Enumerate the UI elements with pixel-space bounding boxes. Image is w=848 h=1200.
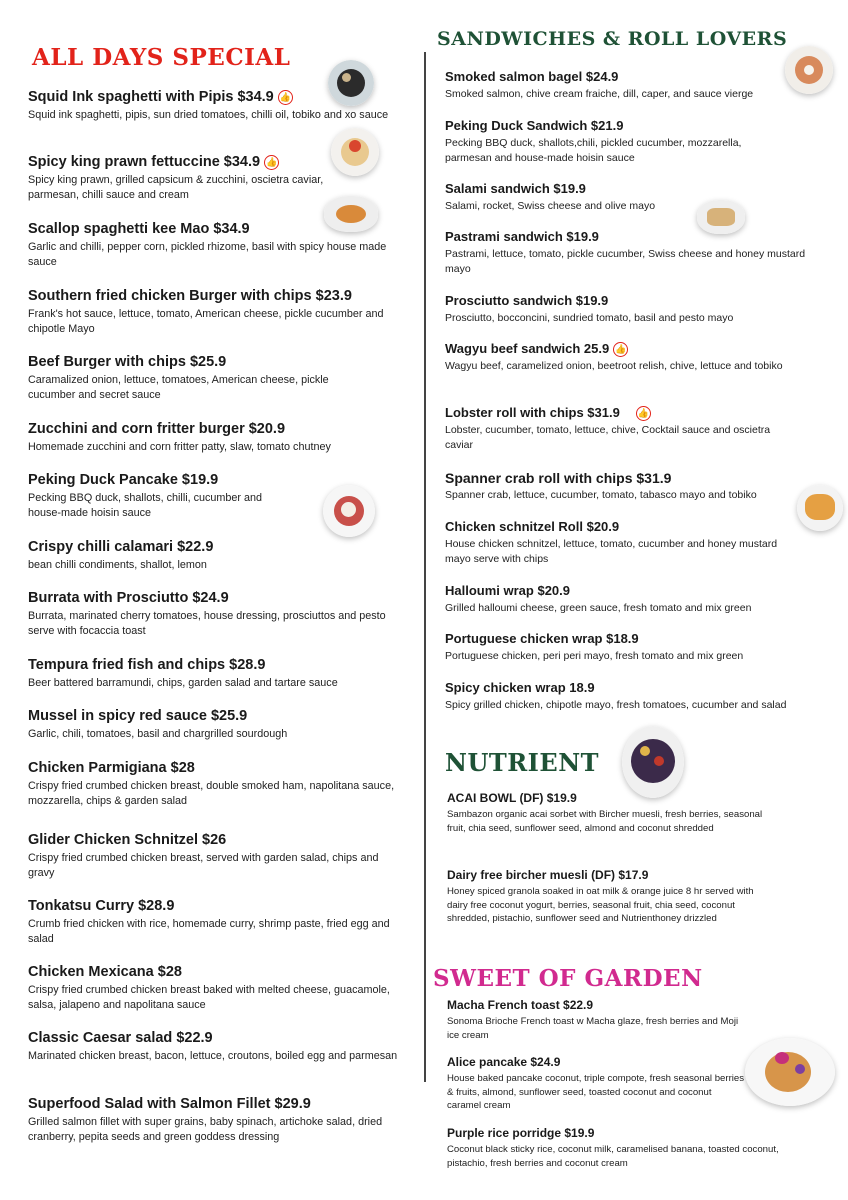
item-name: Scallop spaghetti kee Mao $34.9 xyxy=(28,221,250,237)
item-name: Zucchini and corn fritter burger $20.9 xyxy=(28,421,286,437)
item-description: Salami, rocket, Swiss cheese and olive mayo xyxy=(445,200,656,212)
item-description: Pecking BBQ duck, shallots, chilli, cucumber and house-made hoisin sauce xyxy=(28,492,263,519)
menu-item-southern-fried-burger xyxy=(28,287,403,337)
item-name: Tempura fried fish and chips $28.9 xyxy=(28,657,266,673)
item-description: Crispy fried crumbed chicken breast, double smoked ham, napolitana sauce, mozzarella, chips & garden salad xyxy=(28,780,395,807)
item-description: Wagyu beef, caramelized onion, beetroot relish, chive, lettuce and tobiko xyxy=(445,360,783,373)
thumbs-up-icon: 👍 xyxy=(264,155,279,170)
menu-item-beef-burger xyxy=(28,353,403,403)
item-name: Glider Chicken Schnitzel $26 xyxy=(28,832,227,848)
item-name: Tonkatsu Curry $28.9 xyxy=(28,898,175,914)
item-name: Chicken Parmigiana $28 xyxy=(28,760,195,776)
item-description: Portuguese chicken, peri peri mayo, fresh tomato and mix green xyxy=(445,650,744,662)
menu-item-salami-sandwich xyxy=(445,181,815,214)
menu-item-bircher-muesli xyxy=(447,868,817,926)
item-description: Honey spiced granola soaked in oat milk & orange juice 8 hr served with dairy free coconut yogurt, berries, seasonal fruit, chia seed, coconut shredded, pistachio, sunflower seed and Nutrienthoney drizzled xyxy=(447,886,754,924)
squid-ink-spaghetti-image xyxy=(328,60,374,106)
item-name: Mussel in spicy red sauce $25.9 xyxy=(28,708,248,724)
menu-item-macha-french-toast xyxy=(447,998,817,1042)
item-name: Beef Burger with chips $25.9 xyxy=(28,354,227,370)
item-name: Prosciutto sandwich $19.9 xyxy=(445,293,609,308)
menu-item-pastrami-sandwich xyxy=(445,229,815,276)
item-description: Beer battered barramundi, chips, garden salad and tartare sauce xyxy=(28,677,338,689)
item-name: Crispy chilli calamari $22.9 xyxy=(28,539,214,555)
item-description: Grilled halloumi cheese, green sauce, fresh tomato and mix green xyxy=(445,602,752,614)
acai-bowl-image xyxy=(622,726,684,798)
item-name: Alice pancake $24.9 xyxy=(447,1055,561,1069)
menu-item-mussel xyxy=(28,707,403,742)
item-name: Burrata with Prosciutto $24.9 xyxy=(28,590,229,606)
item-name: Macha French toast $22.9 xyxy=(447,998,594,1012)
item-description: Caramalized onion, lettuce, tomatoes, American cheese, pickle cucumber and secret sauce xyxy=(28,374,329,401)
menu-item-tonkatsu-curry xyxy=(28,897,403,947)
item-name: Spicy king prawn fettuccine $34.9 xyxy=(28,154,261,170)
menu-item-chicken-schnitzel-roll xyxy=(445,519,815,566)
item-name: Chicken schnitzel Roll $20.9 xyxy=(445,519,620,534)
item-name: Salami sandwich $19.9 xyxy=(445,181,586,196)
item-name: Southern fried chicken Burger with chips $23.9 xyxy=(28,288,352,304)
menu-item-portuguese-wrap xyxy=(445,631,815,664)
menu-item-acai-bowl xyxy=(447,791,817,835)
thumbs-up-icon: 👍 xyxy=(278,90,293,105)
item-description: Marinated chicken breast, bacon, lettuce, croutons, boiled egg and parmesan xyxy=(28,1050,398,1062)
item-name: Halloumi wrap $20.9 xyxy=(445,583,570,598)
item-description: Sonoma Brioche French toast w Macha glaze, fresh berries and Moji ice cream xyxy=(447,1016,739,1041)
menu-item-burrata xyxy=(28,589,403,639)
item-description: Homemade zucchini and corn fritter patty, slaw, tomato chutney xyxy=(28,441,331,453)
alice-pancake-image xyxy=(745,1038,835,1106)
item-description: Spanner crab, lettuce, cucumber, tomato, tabasco mayo and tobiko xyxy=(445,489,757,501)
item-name: Smoked salmon bagel $24.9 xyxy=(445,69,619,84)
item-name: Chicken Mexicana $28 xyxy=(28,964,182,980)
menu-item-calamari xyxy=(28,538,403,573)
item-name: Purple rice porridge $19.9 xyxy=(447,1126,595,1140)
king-prawn-fettuccine-image xyxy=(331,128,379,176)
menu-item-spicy-chicken-wrap xyxy=(445,680,815,713)
menu-item-chicken-parmigiana xyxy=(28,759,403,809)
item-description: Frank's hot sauce, lettuce, tomato, American cheese, pickle cucumber and chipotle Mayo xyxy=(28,308,384,335)
item-name: Dairy free bircher muesli (DF) $17.9 xyxy=(447,868,649,882)
thumbs-up-icon: 👍 xyxy=(613,342,628,357)
item-description: Garlic and chilli, pepper corn, pickled rhizome, basil with spicy house made sauce xyxy=(28,241,387,268)
item-description: Spicy king prawn, grilled capsicum & zucchini, oscietra caviar, parmesan, chilli sauce and cream xyxy=(28,174,324,201)
menu-item-zucchini-burger xyxy=(28,420,403,455)
item-name: Peking Duck Sandwich $21.9 xyxy=(445,118,624,133)
item-description: Grilled salmon fillet with super grains, baby spinach, artichoke salad, dried cranberry, pepita seeds and green goddess dressing xyxy=(28,1116,383,1143)
item-description: Prosciutto, bocconcini, sundried tomato, basil and pesto mayo xyxy=(445,312,734,324)
salmon-bagel-image xyxy=(785,46,833,94)
thumbs-up-icon: 👍 xyxy=(636,406,651,421)
scallop-spaghetti-image xyxy=(324,196,378,232)
section-title-nutrient: NUTRIENT xyxy=(445,748,599,777)
menu-item-wagyu-sandwich xyxy=(445,341,815,374)
item-description: Garlic, chili, tomatoes, basil and chargrilled sourdough xyxy=(28,728,288,740)
menu-item-superfood-salad xyxy=(28,1095,403,1145)
item-name: Peking Duck Pancake $19.9 xyxy=(28,472,219,488)
item-description: Pecking BBQ duck, shallots,chili, pickled cucumber, mozzarella, parmesan and house-made hoisin sauce xyxy=(445,137,742,164)
menu-item-chicken-mexicana xyxy=(28,963,403,1013)
item-description: Lobster, cucumber, tomato, lettuce, chive, Cocktail sauce and oscietra caviar xyxy=(445,424,771,451)
section-title-sweet-of-garden: SWEET OF GARDEN xyxy=(433,965,703,992)
item-name: Spanner crab roll with chips $31.9 xyxy=(445,470,672,486)
item-description: bean chilli condiments, shallot, lemon xyxy=(28,559,207,571)
item-description: Crispy fried crumbed chicken breast, served with garden salad, chips and gravy xyxy=(28,852,379,879)
menu-item-prosciutto-sandwich xyxy=(445,293,815,326)
item-name: Portuguese chicken wrap $18.9 xyxy=(445,631,639,646)
section-title-all-days-special: ALL DAYS SPECIAL xyxy=(32,44,291,71)
item-description: Sambazon organic acai sorbet with Bircher muesli, fresh berries, seasonal fruit, chia seed, sunflower seed, almond and coconut shredded xyxy=(447,809,763,834)
item-description: Pastrami, lettuce, tomato, pickle cucumber, Swiss cheese and honey mustard mayo xyxy=(445,248,806,275)
salami-sandwich-image xyxy=(697,200,745,234)
menu-item-salmon-bagel xyxy=(445,69,815,102)
item-description: Burrata, marinated cherry tomatoes, house dressing, prosciuttos and pesto serve with focaccia toast xyxy=(28,610,386,637)
menu-item-spanner-crab-roll xyxy=(445,470,815,503)
item-description: Crumb fried chicken with rice, homemade curry, shrimp paste, fried egg and salad xyxy=(28,918,390,945)
column-divider xyxy=(424,52,426,1082)
spanner-crab-roll-image xyxy=(797,485,843,531)
item-name: ACAI BOWL (DF) $19.9 xyxy=(447,791,577,805)
item-description: Squid ink spaghetti, pipis, sun dried tomatoes, chilli oil, tobiko and xo sauce xyxy=(28,109,389,121)
item-name: Spicy chicken wrap 18.9 xyxy=(445,680,595,695)
menu-item-glider-schnitzel xyxy=(28,831,403,881)
burrata-image xyxy=(323,485,375,537)
item-description: House chicken schnitzel, lettuce, tomato, cucumber and honey mustard mayo serve with chips xyxy=(445,538,778,565)
item-description: Smoked salmon, chive cream fraiche, dill, caper, and sauce vierge xyxy=(445,88,754,100)
item-description: House baked pancake coconut, triple compote, fresh seasonal berries & fruits, almond, sunflower seed, toasted coconut and coconut caramel cream xyxy=(447,1073,745,1111)
item-name: Pastrami sandwich $19.9 xyxy=(445,229,599,244)
menu-item-lobster-roll xyxy=(445,405,815,452)
item-name: Superfood Salad with Salmon Fillet $29.9 xyxy=(28,1096,311,1112)
item-name: Lobster roll with chips $31.9 xyxy=(445,405,620,420)
item-name: Wagyu beef sandwich 25.9 xyxy=(445,341,610,356)
item-description: Coconut black sticky rice, coconut milk, caramelised banana, toasted coconut, pistachio, fresh berries and coconut cream xyxy=(447,1144,779,1169)
menu-item-peking-duck-sandwich xyxy=(445,118,815,165)
menu-item-tempura-fish xyxy=(28,656,403,691)
menu-item-purple-rice-porridge xyxy=(447,1126,817,1170)
item-name: Classic Caesar salad $22.9 xyxy=(28,1030,213,1046)
item-name: Squid Ink spaghetti with Pipis $34.9 xyxy=(28,89,274,105)
item-description: Spicy grilled chicken, chipotle mayo, fresh tomatoes, cucumber and salad xyxy=(445,699,787,711)
menu-item-caesar-salad xyxy=(28,1029,403,1064)
item-description: Crispy fried crumbed chicken breast baked with melted cheese, guacamole, salsa, jalapeno and napolitana sauce xyxy=(28,984,390,1011)
section-title-sandwiches: SANDWICHES & ROLL LOVERS xyxy=(437,28,788,50)
menu-item-halloumi-wrap xyxy=(445,583,815,616)
